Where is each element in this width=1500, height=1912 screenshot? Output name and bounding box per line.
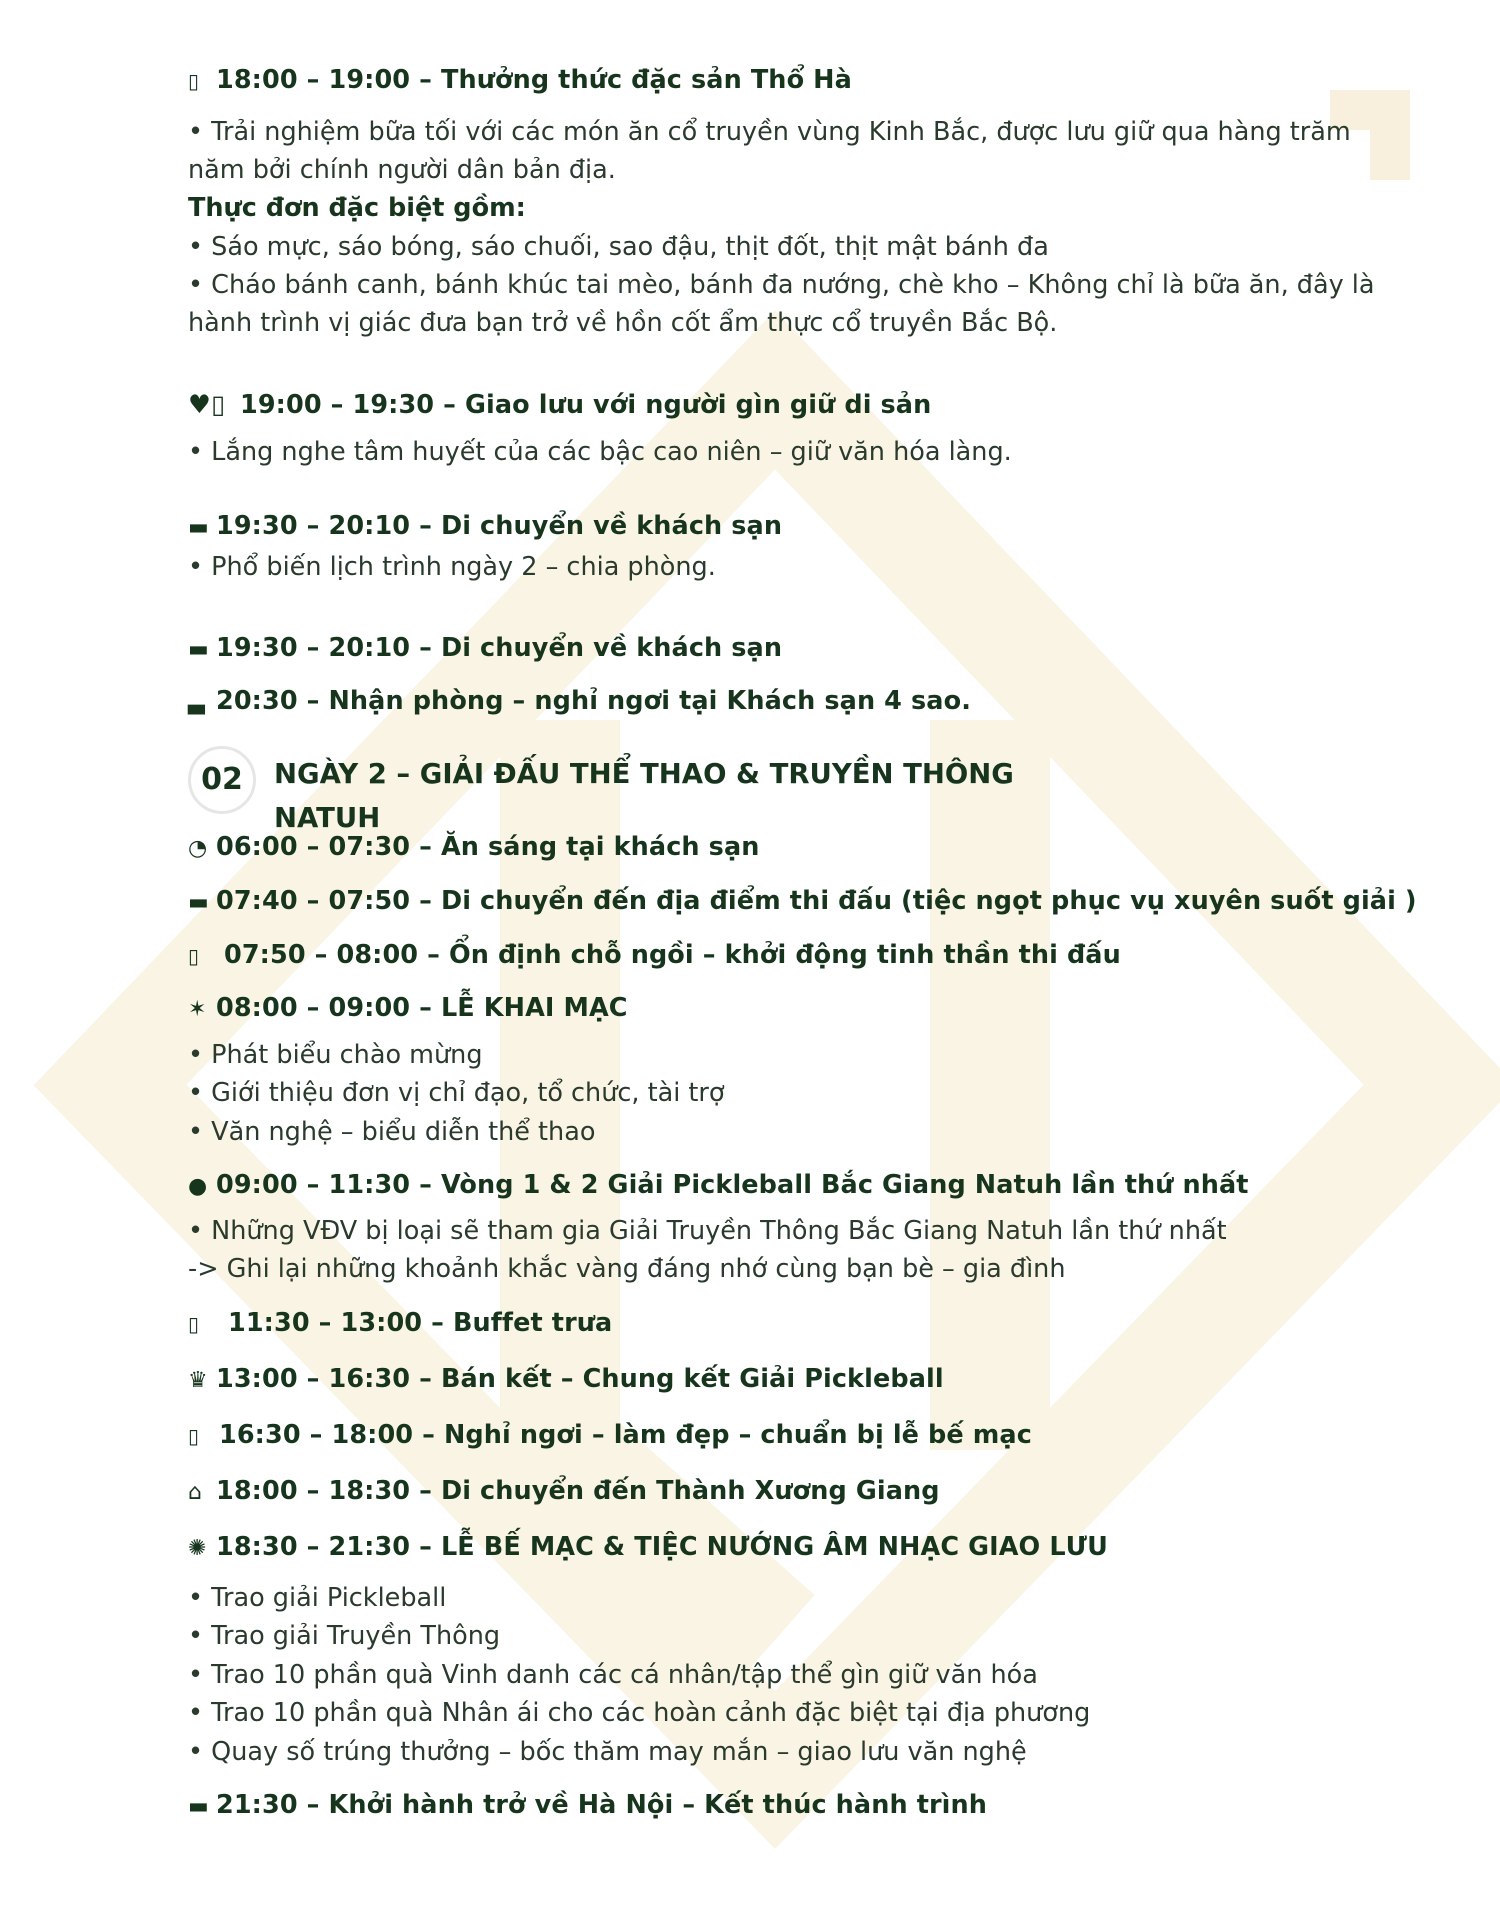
transfer-desc: • Phổ biến lịch trình ngày 2 – chia phòng.	[188, 552, 716, 582]
bus-icon: ▬	[188, 515, 209, 540]
bus-icon: ▬	[188, 890, 209, 915]
firework-icon: ✺	[188, 1536, 207, 1561]
trophy-icon: ♛	[188, 1368, 208, 1393]
heritage-desc: • Lắng nghe tâm huyết của các bậc cao niên – giữ văn hóa làng.	[188, 437, 1012, 467]
rounds-desc: • Những VĐV bị loại sẽ tham gia Giải Truyền Thông Bắc Giang Natuh lần thứ nhất	[188, 1216, 1227, 1246]
item-closing-heading: ✺ 18:30 – 21:30 – LỄ BẾ MẠC & TIỆC NƯỚNG ÂM NHẠC GIAO LƯU	[188, 1529, 1108, 1567]
square-icon: ▯	[188, 69, 200, 93]
item-rest-heading: ▯ 16:30 – 18:00 – Nghỉ ngơi – làm đẹp – chuẩn bị lễ bế mạc	[188, 1417, 1032, 1454]
dinner-desc-line: năm bởi chính người dân bản địa.	[188, 155, 616, 185]
opening-item: • Giới thiệu đơn vị chỉ đạo, tổ chức, tài trợ	[188, 1078, 725, 1108]
item-checkin-heading: ▃ 20:30 – Nhận phòng – nghỉ ngơi tại Khách sạn 4 sao.	[188, 683, 971, 721]
item-transfer-heading: ▬ 19:30 – 20:10 – Di chuyển về khách sạn	[188, 508, 782, 546]
bed-icon: ▃	[188, 690, 206, 715]
item-dinner-heading: ▯ 18:00 – 19:00 – Thưởng thức đặc sản Thổ Hà	[188, 62, 852, 99]
square-icon: ▯	[188, 1312, 200, 1336]
square-icon: ▯	[188, 1424, 200, 1448]
confetti-icon: ✶	[188, 997, 207, 1022]
day-title: NGÀY 2 – GIẢI ĐẤU THỂ THAO & TRUYỀN THÔNG NATUH	[274, 758, 1014, 834]
item-breakfast-heading: ◔ 06:00 – 07:30 – Ăn sáng tại khách sạn	[188, 829, 760, 867]
menu-item: • Sáo mực, sáo bóng, sáo chuối, sao đậu, thịt đốt, thịt mật bánh đa	[188, 232, 1049, 262]
bus-icon: ▬	[188, 1794, 209, 1819]
dinner-desc-line: • Trải nghiệm bữa tối với các món ăn cổ truyền vùng Kinh Bắc, được lưu giữ qua hàng trăm	[188, 117, 1351, 147]
item-citadel-heading: ⌂ 18:00 – 18:30 – Di chuyển đến Thành Xương Giang	[188, 1473, 940, 1511]
paddle-icon: ●	[188, 1174, 208, 1199]
menu-item: hành trình vị giác đưa bạn trở về hồn cốt ẩm thực cổ truyền Bắc Bộ.	[188, 308, 1058, 338]
item-return-heading: ▬ 21:30 – Khởi hành trở về Hà Nội – Kết thúc hành trình	[188, 1787, 987, 1825]
closing-item: • Trao giải Truyền Thông	[188, 1621, 501, 1651]
item-heritage-heading: ♥▯ 19:00 – 19:30 – Giao lưu với người gìn giữ di sản	[188, 387, 931, 423]
opening-item: • Văn nghệ – biểu diễn thể thao	[188, 1117, 596, 1147]
item-lunch-heading: ▯ 11:30 – 13:00 – Buffet trưa	[188, 1305, 612, 1342]
bus-icon: ▬	[188, 637, 209, 662]
item-warmup-heading: ▯ 07:50 – 08:00 – Ổn định chỗ ngồi – khởi động tinh thần thi đấu	[188, 937, 1121, 974]
item-venue-transfer-heading: ▬ 07:40 – 07:50 – Di chuyển đến địa điểm thi đấu (tiệc ngọt phục vụ xuyên suốt giải )	[188, 883, 1417, 921]
citadel-icon: ⌂	[188, 1480, 203, 1505]
item-transfer-heading: ▬ 19:30 – 20:10 – Di chuyển về khách sạn	[188, 630, 782, 668]
item-rounds-heading: ● 09:00 – 11:30 – Vòng 1 & 2 Giải Pickleball Bắc Giang Natuh lần thứ nhất	[188, 1167, 1249, 1205]
closing-item: • Quay số trúng thưởng – bốc thăm may mắn – giao lưu văn nghệ	[188, 1737, 1027, 1767]
clock-icon: ◔	[188, 836, 208, 861]
square-icon: ▯	[188, 944, 200, 968]
closing-item: • Trao 10 phần quà Vinh danh các cá nhân/tập thể gìn giữ văn hóa	[188, 1660, 1038, 1690]
item-opening-heading: ✶ 08:00 – 09:00 – LỄ KHAI MẠC	[188, 990, 628, 1028]
closing-item: • Trao giải Pickleball	[188, 1583, 447, 1613]
menu-item: • Cháo bánh canh, bánh khúc tai mèo, bánh đa nướng, chè kho – Không chỉ là bữa ăn, đây là	[188, 270, 1375, 300]
day-number-badge: 02	[188, 746, 256, 814]
menu-heading: Thực đơn đặc biệt gồm:	[188, 193, 526, 223]
opening-item: • Phát biểu chào mừng	[188, 1040, 483, 1070]
heart-icon: ♥▯	[188, 390, 226, 420]
rounds-desc: -> Ghi lại những khoảnh khắc vàng đáng nhớ cùng bạn bè – gia đình	[188, 1254, 1066, 1284]
closing-item: • Trao 10 phần quà Nhân ái cho các hoàn cảnh đặc biệt tại địa phương	[188, 1698, 1091, 1728]
item-finals-heading: ♛ 13:00 – 16:30 – Bán kết – Chung kết Giải Pickleball	[188, 1361, 944, 1399]
